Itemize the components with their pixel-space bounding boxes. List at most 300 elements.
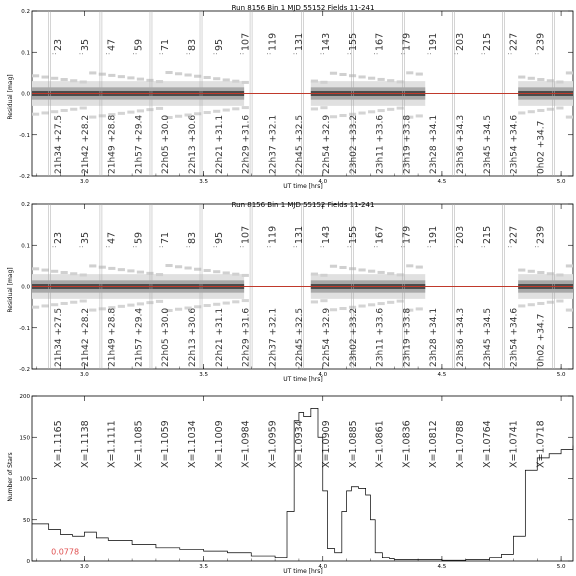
field-number-colon: : [532, 52, 541, 55]
residual-cell [61, 109, 68, 112]
field-number-label: 35 [79, 231, 91, 244]
residual-cell [416, 307, 423, 310]
field-coordinate-label: 23h36 +34.3 [456, 307, 466, 367]
field-number-label: 203 [455, 32, 466, 51]
field-coordinate-label: 21h34 +27.5 [54, 307, 64, 367]
residual-cell [185, 266, 192, 269]
field-coordinate-label: 22h05 +30.0 [161, 307, 172, 367]
field-coordinate-label: 22h45 +32.5 [295, 307, 306, 367]
residual-cell [518, 269, 525, 272]
field-coordinate-label: 22h21 +31.1 [214, 307, 225, 367]
residual-panel-1 [7, 4, 573, 190]
field-coordinate-label: 22h21 +31.1 [214, 114, 225, 174]
airmass-label: X=1.1138 [79, 420, 91, 468]
residual-cell [556, 299, 563, 302]
residual-cell [368, 77, 375, 80]
field-coordinate-label: 0h02 +34.7 [536, 120, 547, 174]
field-number-label: 131 [294, 225, 306, 244]
x-tick-label: 5.0 [556, 564, 566, 570]
field-coordinate-label: 22h05 +30.0 [161, 114, 172, 174]
panel-2-x-label: UT time [hrs] [283, 376, 323, 383]
residual-cell [556, 81, 563, 84]
field-number-label: 239 [535, 32, 547, 51]
residual-cell [127, 269, 134, 272]
residual-cell [32, 113, 39, 116]
residual-cell [320, 274, 327, 277]
residual-cell [406, 264, 413, 267]
field-number-colon: : [210, 245, 219, 248]
field-number-colon: : [184, 245, 192, 248]
residual-cell [213, 77, 220, 80]
field-coordinate-label: 23h28 +34.1 [429, 114, 440, 174]
field-number-label: 131 [294, 32, 306, 51]
residual-cell [213, 270, 220, 273]
residual-cell [330, 72, 337, 75]
field-coordinate-label: 21h57 +29.4 [134, 114, 145, 174]
field-number-label: 35 [79, 38, 91, 51]
residual-cell [311, 273, 318, 276]
residual-cell [339, 73, 346, 76]
field-number-colon: : [425, 52, 434, 55]
field-number-colon: : [452, 52, 460, 55]
residual-cell [204, 304, 211, 307]
residual-cell [528, 303, 535, 306]
field-number-colon: : [103, 245, 112, 248]
residual-cell [537, 271, 544, 274]
residual-cell [330, 265, 337, 268]
residual-cell [175, 308, 182, 311]
residual-cell [566, 71, 573, 74]
residual-cell [339, 266, 346, 269]
panel-1-x-label: UT time [hrs] [283, 183, 323, 190]
field-number-colon: : [532, 245, 541, 248]
field-coordinate-label: 22h29 +31.6 [241, 307, 252, 367]
field-coordinate-label: 23h54 +34.6 [509, 307, 520, 367]
airmass-label: X=1.0909 [321, 420, 332, 468]
field-number-label: 59 [133, 38, 145, 51]
residual-cell [32, 74, 39, 77]
residual-cell [232, 107, 239, 110]
residual-cell [518, 111, 525, 114]
residual-cell [359, 112, 366, 115]
residual-cell [175, 265, 182, 268]
field-coordinate-label: 22h29 +31.6 [241, 114, 252, 174]
airmass-label: X=1.0885 [347, 420, 359, 468]
field-number-colon: : [237, 52, 246, 55]
residual-cell [311, 80, 318, 83]
x-tick-label: 3.5 [199, 564, 208, 570]
field-number-colon: : [50, 245, 58, 248]
field-coordinate-label: 22h37 +32.1 [268, 307, 279, 367]
residual-cell [165, 71, 172, 74]
airmass-label: X=1.0788 [455, 420, 466, 468]
field-number-label: 167 [374, 32, 386, 51]
residual-cell [320, 81, 327, 84]
residual-cell [528, 77, 535, 80]
residual-cell [80, 106, 87, 109]
field-number-label: 191 [428, 225, 440, 244]
airmass-label: X=1.0812 [428, 420, 440, 468]
field-coordinate-label: 21h49 +28.8 [107, 307, 118, 367]
residual-cell [378, 271, 385, 274]
y-tick-label: 0.1 [21, 50, 30, 57]
residual-cell [387, 108, 394, 111]
field-number-label: 179 [401, 32, 413, 51]
residual-cell [232, 80, 239, 83]
residual-cell [108, 74, 115, 77]
field-number-label: 71 [160, 38, 172, 51]
residual-cell [566, 309, 573, 312]
field-number-colon: : [425, 245, 434, 248]
field-coordinate-label: 23h54 +34.6 [509, 114, 520, 174]
panel-3-x-label: UT time [hrs] [283, 568, 323, 575]
residual-cell [242, 299, 249, 302]
field-number-label: 107 [240, 32, 252, 51]
residual-cell [127, 111, 134, 114]
residual-cell [232, 273, 239, 276]
residual-cell [349, 74, 356, 77]
residual-cell [528, 270, 535, 273]
x-tick-label: 4.5 [437, 564, 447, 570]
field-coordinate-label: 23h11 +33.6 [375, 114, 386, 174]
x-tick-label: 3.0 [80, 372, 89, 378]
histogram-annotation: 0.0778 [51, 547, 80, 557]
field-coordinate-label: 23h36 +34.3 [456, 114, 466, 174]
y-tick-label: 0.0 [21, 284, 30, 291]
field-number-label: 203 [455, 225, 466, 244]
residual-cell [80, 274, 87, 277]
field-coordinate-label: 21h42 +28.2 [80, 307, 91, 367]
field-number-label: 95 [213, 231, 225, 244]
residual-cell [339, 307, 346, 310]
x-tick-label: 4.0 [318, 372, 328, 378]
residual-cell [232, 300, 239, 303]
field-number-colon: : [318, 52, 326, 55]
residual-cell [416, 114, 423, 117]
field-number-colon: : [157, 245, 166, 248]
residual-cell [242, 106, 249, 109]
field-number-label: 23 [53, 38, 64, 51]
field-coordinate-label: 22h54 +32.9 [322, 307, 332, 367]
x-tick-label: 5.0 [556, 372, 566, 378]
residual-cell [566, 116, 573, 119]
residual-cell [156, 80, 163, 83]
residual-cell [242, 81, 249, 84]
field-coordinate-label: 23h11 +33.6 [375, 307, 386, 367]
field-number-colon: : [130, 52, 139, 55]
airmass-label: X=1.1111 [106, 420, 118, 468]
x-tick-label: 4.5 [437, 372, 447, 378]
residual-cell [223, 109, 230, 112]
residual-cell [80, 81, 87, 84]
residual-cell [359, 268, 366, 271]
star-count-panel [7, 394, 573, 575]
field-number-label: 239 [535, 225, 547, 244]
residual-cell [70, 301, 77, 304]
airmass-label: X=1.1034 [187, 420, 198, 468]
y-tick-label: -0.1 [19, 132, 30, 139]
y-tick-label: 200 [19, 394, 30, 400]
residual-cell [51, 77, 58, 80]
y-tick-label: 0 [26, 559, 30, 565]
field-number-colon: : [291, 52, 300, 55]
panel-2-y-label: Residual [mag] [7, 267, 14, 313]
residual-cell [42, 304, 49, 307]
residual-cell [537, 109, 544, 112]
residual-cell [51, 110, 58, 113]
field-coordinate-label: 0h02 +34.7 [536, 313, 547, 367]
residual-cell [528, 110, 535, 113]
field-coordinate-label: 22h54 +32.9 [322, 114, 332, 174]
field-number-label: 167 [374, 225, 386, 244]
residual-cell [32, 306, 39, 309]
field-number-label: 47 [106, 38, 118, 51]
field-number-colon: : [76, 245, 85, 248]
residual-cell [378, 302, 385, 305]
field-number-label: 155 [347, 225, 359, 244]
field-number-label: 47 [106, 231, 118, 244]
residual-cell [368, 270, 375, 273]
field-number-label: 227 [508, 32, 520, 51]
residual-cell [175, 115, 182, 118]
residual-cell [204, 269, 211, 272]
field-number-label: 119 [267, 32, 279, 51]
residual-cell [311, 107, 318, 110]
field-number-label: 71 [160, 231, 172, 244]
field-number-colon: : [478, 52, 487, 55]
residual-cell [42, 111, 49, 114]
field-number-label: 191 [428, 32, 440, 51]
residual-cell [156, 300, 163, 303]
field-coordinate-label: 21h57 +29.4 [134, 307, 145, 367]
field-number-colon: : [371, 52, 380, 55]
residual-cell [204, 111, 211, 114]
residual-cell [51, 270, 58, 273]
field-number-colon: : [398, 245, 407, 248]
y-tick-label: 0.2 [21, 202, 30, 208]
field-number-label: 143 [321, 32, 332, 51]
field-number-colon: : [130, 245, 139, 248]
y-tick-label: 50 [23, 517, 30, 524]
residual-cell [118, 75, 125, 78]
residual-cell [223, 78, 230, 81]
x-tick-label: 5.0 [556, 179, 566, 185]
field-number-colon: : [264, 52, 273, 55]
residual-cell [320, 299, 327, 302]
field-number-label: 107 [240, 225, 252, 244]
residual-cell [61, 78, 68, 81]
residual-cell [137, 271, 144, 274]
x-tick-label: 4.5 [437, 179, 447, 185]
field-number-label: 215 [481, 225, 493, 244]
field-number-colon: : [210, 52, 219, 55]
residual-cell [108, 267, 115, 270]
residual-cell [368, 110, 375, 113]
airmass-label: X=1.0718 [535, 420, 547, 468]
airmass-label: X=1.0984 [240, 420, 252, 468]
residual-cell [359, 305, 366, 308]
residual-cell [518, 304, 525, 307]
field-number-colon: : [505, 52, 514, 55]
residual-cell [89, 71, 96, 74]
airmass-label: X=1.1009 [213, 420, 225, 468]
residual-cell [51, 303, 58, 306]
panel-1-y-label: Residual [mag] [7, 74, 14, 120]
field-number-label: 143 [321, 225, 332, 244]
residual-cell [118, 112, 125, 115]
residual-cell [137, 78, 144, 81]
panel-1-title: Run 8156 Bin 1 MJD 55152 Fields 11-241 [231, 4, 375, 12]
field-coordinate-label: 22h45 +32.5 [295, 114, 306, 174]
field-number-colon: : [291, 245, 300, 248]
residual-cell [537, 78, 544, 81]
residual-cell [213, 110, 220, 113]
residual-cell [378, 78, 385, 81]
field-coordinate-label: 23h45 +34.5 [482, 307, 493, 367]
residual-cell [156, 273, 163, 276]
field-number-colon: : [344, 52, 353, 55]
airmass-label: X=1.1059 [160, 420, 172, 468]
field-coordinate-label: 21h34 +27.5 [54, 114, 64, 174]
airmass-label: X=1.0934 [294, 420, 306, 468]
airmass-label: X=1.0741 [508, 420, 520, 468]
field-number-label: 215 [481, 32, 493, 51]
residual-cell [204, 76, 211, 79]
residual-cell [566, 264, 573, 267]
residual-cell [387, 79, 394, 82]
field-number-label: 119 [267, 225, 279, 244]
field-number-colon: : [50, 52, 58, 55]
field-number-colon: : [237, 245, 246, 248]
residual-cell [359, 75, 366, 78]
airmass-label: X=1.0836 [401, 420, 413, 468]
field-number-colon: : [318, 245, 326, 248]
residual-cell [223, 271, 230, 274]
field-number-colon: : [184, 52, 192, 55]
residual-cell [137, 302, 144, 305]
residual-cell [311, 300, 318, 303]
field-coordinate-label: 23h02 +33.2 [348, 307, 359, 367]
panel-2-title: Run 8156 Bin 1 MJD 55152 Fields 11-241 [231, 201, 375, 209]
residual-cell [127, 304, 134, 307]
residual-cell [156, 107, 163, 110]
residual-cell [42, 76, 49, 79]
field-number-colon: : [452, 245, 460, 248]
residual-cell [349, 267, 356, 270]
residual-cell [70, 108, 77, 111]
field-number-colon: : [505, 245, 514, 248]
field-coordinate-label: 23h28 +34.1 [429, 307, 440, 367]
residual-cell [537, 302, 544, 305]
x-tick-label: 3.5 [199, 372, 208, 378]
x-tick-label: 3.0 [80, 179, 89, 185]
residual-cell [339, 114, 346, 117]
y-tick-label: -0.1 [19, 325, 30, 332]
field-number-colon: : [478, 245, 487, 248]
field-number-label: 83 [187, 231, 198, 244]
residual-cell [165, 264, 172, 267]
residual-cell [416, 266, 423, 269]
field-coordinate-label: 21h42 +28.2 [80, 114, 91, 174]
y-tick-label: 100 [19, 476, 30, 483]
residual-cell [42, 269, 49, 272]
residual-cell [416, 73, 423, 76]
y-tick-label: 0.0 [21, 91, 30, 98]
airmass-label: X=1.0764 [481, 420, 493, 468]
field-number-label: 23 [53, 231, 64, 244]
field-coordinate-label: 22h37 +32.1 [268, 114, 279, 174]
field-number-colon: : [103, 52, 112, 55]
field-coordinate-label: 23h19 +33.8 [402, 307, 413, 367]
residual-cell [242, 274, 249, 277]
residual-cell [137, 109, 144, 112]
residual-cell [70, 79, 77, 82]
residual-cell [378, 109, 385, 112]
y-tick-label: 0.2 [21, 9, 30, 15]
residual-panel-2 [7, 201, 573, 383]
field-number-colon: : [398, 52, 407, 55]
field-number-colon: : [264, 245, 273, 248]
field-coordinate-label: 21h49 +28.8 [107, 114, 118, 174]
x-tick-label: 3.5 [199, 179, 208, 185]
residual-cell [127, 76, 134, 79]
field-number-label: 83 [187, 38, 198, 51]
field-coordinate-label: 22h13 +30.6 [188, 307, 198, 367]
field-coordinate-label: 23h02 +33.2 [348, 114, 359, 174]
residual-cell [387, 272, 394, 275]
residual-cell [406, 71, 413, 74]
panel-3-y-label: Number of Stars [7, 452, 14, 502]
residual-cell [89, 264, 96, 267]
x-tick-label: 4.0 [318, 564, 328, 570]
x-tick-label: 3.0 [80, 564, 89, 570]
residual-cell [556, 106, 563, 109]
field-number-colon: : [76, 52, 85, 55]
field-number-colon: : [371, 245, 380, 248]
residual-cell [80, 299, 87, 302]
airmass-label: X=1.1165 [53, 420, 64, 468]
x-tick-label: 4.0 [318, 179, 328, 185]
field-coordinate-label: 23h19 +33.8 [402, 114, 413, 174]
field-number-label: 95 [213, 38, 225, 51]
residual-cell [61, 302, 68, 305]
residual-cell [213, 303, 220, 306]
y-tick-label: 150 [19, 435, 30, 442]
y-tick-label: 0.1 [21, 243, 30, 250]
field-number-label: 59 [133, 231, 145, 244]
residual-cell [118, 305, 125, 308]
field-number-label: 179 [401, 225, 413, 244]
airmass-label: X=1.0959 [267, 420, 279, 468]
field-coordinate-label: 22h13 +30.6 [188, 114, 198, 174]
field-number-label: 155 [347, 32, 359, 51]
field-number-colon: : [344, 245, 353, 248]
residual-cell [387, 301, 394, 304]
residual-cell [185, 73, 192, 76]
residual-cell [556, 274, 563, 277]
residual-cell [223, 302, 230, 305]
residual-cell [368, 303, 375, 306]
residual-cell [518, 76, 525, 79]
residual-cell [320, 106, 327, 109]
y-tick-label: -0.2 [19, 174, 30, 180]
residual-cell [61, 271, 68, 274]
airmass-label: X=1.0861 [374, 420, 386, 468]
residual-cell [175, 72, 182, 75]
field-number-colon: : [157, 52, 166, 55]
y-tick-label: -0.2 [19, 367, 30, 373]
airmass-label: X=1.1085 [133, 420, 145, 468]
